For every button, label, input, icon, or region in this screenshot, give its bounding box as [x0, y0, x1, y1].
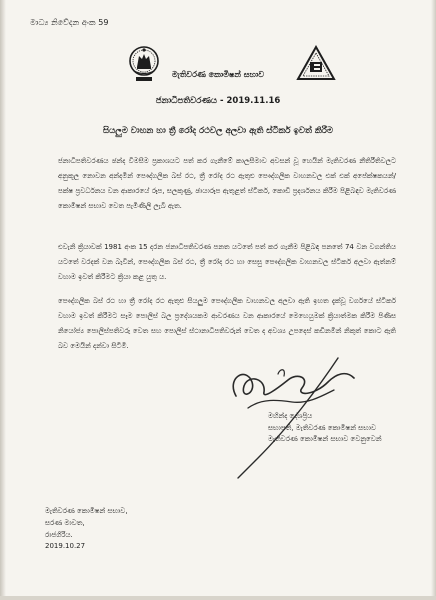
paragraph-3: පෞද්ගලික බස් රථ හා ත්‍රී රෝද රථ ඇතුළු සියලුම පෞද්ගලික වාහනවල අලවා ඇති ඉහත දැක්වූ වර්ගයේ ස්ටිකර් වහාම ඉවත් කිරීමට සෑම පොලිස් බල ප්‍රදේශයකම ආවරණය වන ආකාරයේ මෙහෙයුමක් ක්‍රියාත්මක කිරීම පිණිස නියෝජ්‍ය පොලිස්පතිවරු වෙත සහ පොලිස් ස්ථානාධිපතිවරුන් වෙත ද අවශ්‍ය උපදෙස් කඩිනමින් නිකුත් කොට ඇති බව මෙයින් දන්වා සිටිමි.	[58, 297, 396, 350]
paragraph-2: එවැනි ක්‍රියාවක් 1981 අංක 15 දරන ජනාධිපතිවරණ පනත යටතේ පත් කර ගැනීම පිළිබඳ පනතේ 74 වන වගන්තිය යටතේ වරදක් වන බැවින්, පෞද්ගලික බස් රථ, ත්‍රී රෝද රථ හා සෙසු පෞද්ගලික වාහනවල ස්ටිකර් අලවා ඇත්නම් වහාම ඉවත් කිරීමට ක්‍රියා කළ යුතු ය.	[58, 243, 396, 281]
issue-date: 2019.10.27	[45, 542, 86, 551]
address-line-1: මැතිවරණ කොමිෂන් සභාව,	[45, 507, 128, 515]
signatory-name: මහින්ද දේශප්‍රිය	[268, 412, 313, 420]
notice-separator: -	[220, 96, 227, 106]
signatory-designation: සභාපති, මැතිවරණ කොමිෂන් සභාව	[268, 423, 377, 432]
paragraph-1: ජනාධිපතිවරණය ඡන්ද විමසීම ප්‍රකාශයට පත් කර ගැනීමේ කාලසීමාව අවසන් වූ හෙයින් මැතිවරණ නීතිරීතිවලට අනුකූල නොවන අන්දමින් පෞද්ගලික බස් රථ, ත්‍රී රෝද රථ ඇතුළු පෞද්ගලික වාහනවල එක් එක් අපේක්ෂකයන්/ පක්ෂ ප්‍රවර්ධනය වන ආකාරයේ රූප, සලකුණු, ඡායාරූප ඇතුළත් ස්ටිකර්, කොඩි ප්‍රදර්ශනය කිරීම පිළිබඳව මැතිවරණ කොමිෂන් සභාව වෙත පැමිණිලි ලැබී ඇත.	[58, 157, 396, 210]
media-release-number: මාධ්‍ය නිවේදන අංක 59	[30, 18, 109, 27]
notice-label: ජනාධිපතිවරණය	[155, 96, 218, 106]
page-shadow-right	[431, 0, 436, 600]
notice-header	[0, 96, 436, 106]
page-shadow-left	[0, 0, 6, 600]
address-line-3: රාජගිරිය.	[45, 530, 73, 539]
notice-date: 2019.11.16	[226, 96, 281, 106]
document-title: සියලුම වාහන හා ත්‍රී රෝද රථවල අලවා ඇති ස්ටිකර් ඉවත් කිරීම	[103, 126, 333, 136]
organization-header: මැතිවරණ කොමිෂන් සභාව	[171, 70, 265, 79]
page-shadow-bottom	[0, 596, 436, 600]
signatory-on-behalf: මැතිවරණ කොමිෂන් සභාව වෙනුවෙන්	[268, 435, 382, 444]
address-line-2: සරණ මාවත,	[45, 518, 85, 527]
signatory-block	[268, 411, 382, 446]
address-block	[45, 506, 128, 553]
